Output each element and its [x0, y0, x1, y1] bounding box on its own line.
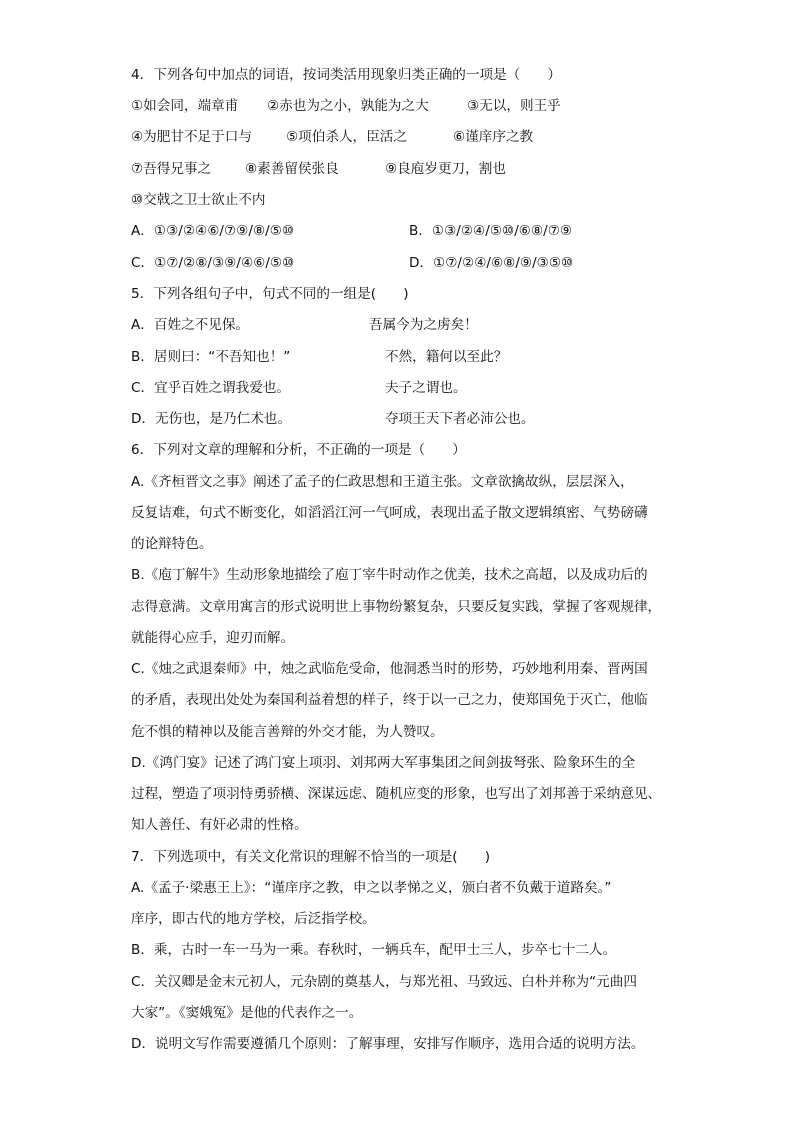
- q7-option-d: D．说明文写作需要遵循几个原则：了解事理，安排写作顺序，选用合适的说明方法。: [131, 1036, 645, 1052]
- q5-b-left: B．居则曰：“不吾知也！”: [131, 349, 291, 365]
- q4-stem: 4．下列各句中加点的词语，按词类活用现象归类正确的一项是（ ）: [131, 67, 562, 83]
- q6-option-b-line2: 志得意满。文章用寓言的形式说明世上事物纷繁复杂，只要反复实践，掌握了客观规律，: [131, 599, 662, 615]
- q4-item-1: ①如会同，端章甫: [131, 98, 239, 114]
- q4-item-8: ⑧素善留侯张良: [245, 161, 339, 177]
- q6-option-c-line2: 的矛盾，表现出处处为秦国利益着想的样子，终于以一己之力，使郑国免于灭亡，他临: [131, 692, 648, 708]
- q7-option-b: B．乘，古时一车一马为一乘。春秋时，一辆兵车，配甲士三人，步卒七十二人。: [131, 942, 617, 958]
- q4-item-9: ⑨良庖岁更刀，割也: [385, 161, 506, 177]
- q5-a-right: 吾属今为之虏矣！: [369, 317, 478, 333]
- q7-option-a-line1: A.《孟子·梁惠王上》：“谨庠序之教，申之以孝悌之义，颁白者不负戴于道路矣。”: [131, 880, 612, 896]
- q5-c-left: C．宜乎百姓之谓我爱也。: [131, 380, 291, 396]
- q5-d-right: 夺项王天下者必沛公也。: [385, 411, 535, 427]
- q4-item-4: ④为肥甘不足于口与: [131, 129, 252, 145]
- q5-d-left: D．无伤也，是乃仁术也。: [131, 411, 291, 427]
- q4-option-c: C．①⑦/②⑧/③⑨/④⑥/⑤⑩: [131, 255, 295, 271]
- q5-b-right: 不然，籍何以至此？: [385, 349, 508, 365]
- q6-option-d-line3: 知人善任、有奸必肃的性格。: [131, 817, 308, 833]
- q6-option-c-line1: C.《烛之武退秦师》中，烛之武临危受命，他洞悉当时的形势，巧妙地利用秦、晋两国: [131, 661, 648, 677]
- q4-item-6: ⑥谨庠序之教: [453, 129, 534, 145]
- q6-stem: 6．下列对文章的理解和分析，不正确的一项是（ ）: [131, 442, 466, 458]
- q6-option-d-line2: 过程，塑造了项羽恃勇骄横、深谋远虑、随机应变的形象，也写出了刘邦善于采纳意见、: [131, 786, 662, 802]
- q7-option-c-line2: 大家”。《窦娥冤》是他的代表作之一。: [131, 1005, 363, 1021]
- q4-item-3: ③无以，则王乎: [467, 98, 561, 114]
- q6-option-b-line1: B.《庖丁解牛》生动形象地描绘了庖丁宰牛时动作之优美，技术之高超，以及成功后的: [131, 567, 648, 583]
- q4-item-7: ⑦吾得兄事之: [131, 161, 212, 177]
- q4-item-10: ⑩交戟之卫士欲止不内: [131, 192, 266, 208]
- q7-stem: 7．下列选项中，有关文化常识的理解不恰当的一项是( ): [131, 849, 491, 865]
- q4-item-2: ②赤也为之小，孰能为之大: [267, 98, 429, 114]
- q6-option-d-line1: D.《鸿门宴》记述了鸿门宴上项羽、刘邦两大军事集团之间剑拔弩张、险象环生的全: [131, 755, 636, 771]
- q6-option-a-line1: A.《齐桓晋文之事》阐述了孟子的仁政思想和王道主张。文章欲擒故纵，层层深入，: [131, 474, 634, 490]
- q4-item-5: ⑤项伯杀人，臣活之: [286, 129, 407, 145]
- q7-option-a-line2: 庠序，即古代的地方学校，后泛指学校。: [131, 911, 376, 927]
- q6-option-a-line2: 反复诘难，句式不断变化，如滔滔江河一气呵成，表现出孟子散文逻辑缜密、气势磅礴: [131, 505, 648, 521]
- q6-option-b-line3: 就能得心应手，迎刃而解。: [131, 630, 295, 646]
- q4-option-d: D．①⑦/②④/⑥⑧/⑨/③⑤⑩: [409, 255, 574, 271]
- q5-stem: 5．下列各组句子中，句式不同的一组是( ): [131, 286, 409, 302]
- q5-a-left: A．百姓之不见保。: [131, 317, 250, 333]
- q6-option-a-line3: 的论辩特色。: [131, 536, 213, 552]
- q5-c-right: 夫子之谓也。: [385, 380, 467, 396]
- q4-option-b: B．①③/②④/⑤⑩/⑥⑧/⑦⑨: [409, 223, 573, 239]
- q7-option-c-line1: C．关汉卿是金末元初人，元杂剧的奠基人，与郑光祖、马致远、白朴并称为“元曲四: [131, 974, 637, 990]
- q6-option-c-line3: 危不惧的精神以及能言善辩的外交才能，为人赞叹。: [131, 724, 444, 740]
- q4-option-a: A．①③/②④⑥/⑦⑨/⑧/⑤⑩: [131, 223, 295, 239]
